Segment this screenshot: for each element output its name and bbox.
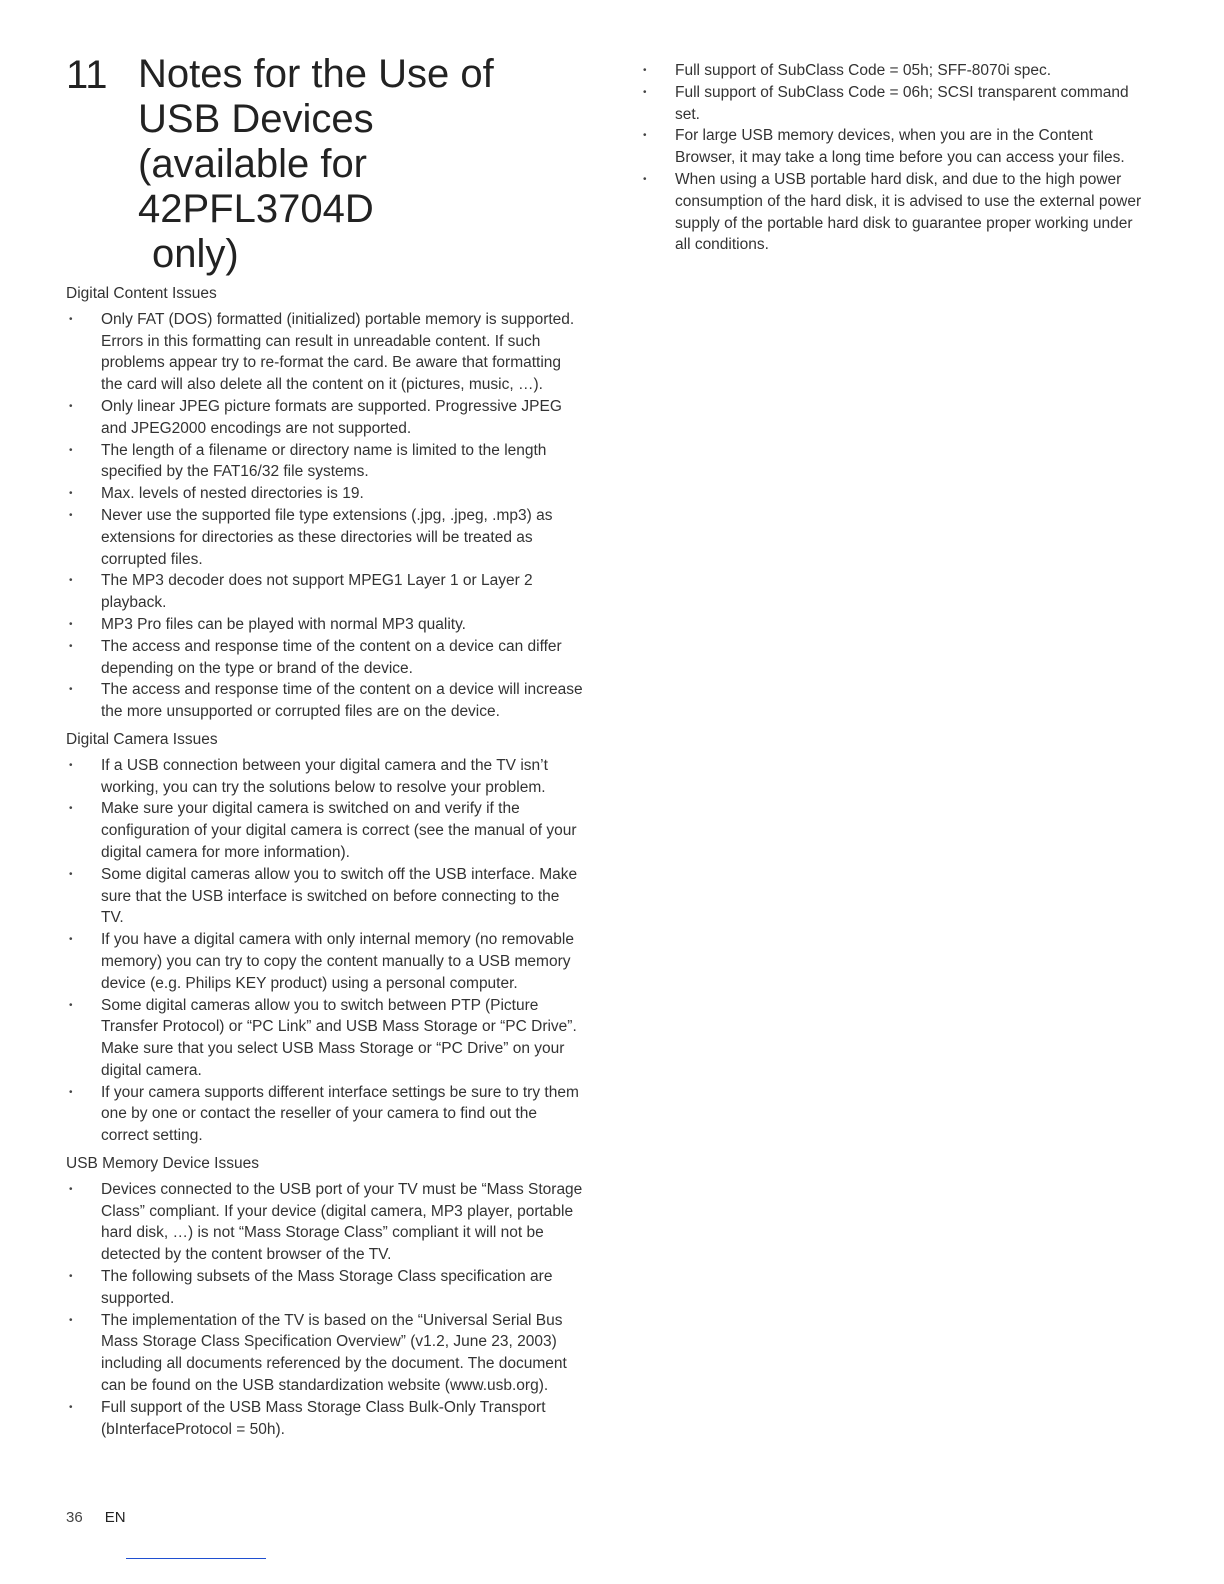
bullet-icon: • xyxy=(69,575,73,587)
bullet-icon: • xyxy=(69,1086,73,1098)
bullet-icon: • xyxy=(69,313,73,325)
list-item-text: For large USB memory devices, when you are in the Content Browser, it may take a long time before you can access your files. xyxy=(675,127,1125,167)
bullet-icon: • xyxy=(69,444,73,456)
list-item xyxy=(66,864,586,929)
list-item-text: Some digital cameras allow you to switch between PTP (Picture Transfer Protocol) or “PC Link” and USB Mass Storage or “PC Drive”. Make sure that you select USB Mass Storage or “PC Drive” on your digital camera. xyxy=(101,996,577,1079)
list-item xyxy=(640,169,1150,256)
list-item-text: If a USB connection between your digital camera and the TV isn’t working, you can try the solutions below to resolve your problem. xyxy=(101,756,548,796)
bullet-icon: • xyxy=(69,400,73,412)
bullet-icon: • xyxy=(69,1271,73,1283)
bullet-icon: • xyxy=(69,618,73,630)
list-item-text: Never use the supported file type extensions (.jpg, .jpeg, .mp3) as extensions for directories as these directories will be treated as corrupted files. xyxy=(101,506,553,568)
page-footer xyxy=(66,1509,126,1526)
list-item xyxy=(66,570,586,614)
list-item-text: Make sure your digital camera is switched on and verify if the configuration of your digital camera is correct (see the manual of your digital camera for more information). xyxy=(101,800,577,861)
bullet-icon: • xyxy=(69,640,73,652)
bullet-icon: • xyxy=(643,130,647,142)
list-item-text: The length of a filename or directory name is limited to the length specified by the FAT16/32 file systems. xyxy=(101,441,547,481)
bullet-icon: • xyxy=(69,684,73,696)
list-item-text: The following subsets of the Mass Storage Class specification are supported. xyxy=(101,1268,553,1307)
bullet-icon: • xyxy=(69,1183,73,1195)
bullet-icon: • xyxy=(69,1314,73,1326)
list-item xyxy=(66,1179,586,1266)
chapter-title-line: Notes for the Use of xyxy=(138,52,494,96)
bullet-icon: • xyxy=(69,868,73,880)
list-item-text: Only FAT (DOS) formatted (initialized) portable memory is supported. Errors in this formatting can result in unreadable content. If such problems appear try to re-format the card. Be aware that formatting the card will also delete all the content on it (pictures, music, …). xyxy=(101,310,575,394)
list-item-text: MP3 Pro files can be played with normal MP3 quality. xyxy=(101,615,466,633)
chapter-number: 11 xyxy=(66,53,108,97)
language-code: EN xyxy=(104,1509,126,1526)
list-item-text: The implementation of the TV is based on the “Universal Serial Bus Mass Storage Class Specification Overview” (v1.2, June 23, 2003) including all documents referenced by the document. The document can be found on the USB standardization website (www.usb.org). xyxy=(101,1311,567,1395)
chapter-title-line: USB Devices xyxy=(138,97,374,141)
section-title-digital-camera: Digital Camera Issues xyxy=(66,730,218,748)
list-item xyxy=(66,636,586,680)
bullet-icon: • xyxy=(69,803,73,815)
chapter-title xyxy=(138,52,586,277)
list-item xyxy=(66,396,586,440)
list-item xyxy=(66,1397,586,1441)
list-item-text: Full support of SubClass Code = 05h; SFF-8070i spec. xyxy=(675,62,1052,79)
chapter-title-line: only) xyxy=(152,232,239,276)
list-item xyxy=(66,505,586,570)
list-item xyxy=(66,614,586,636)
list-item-text: Some digital cameras allow you to switch off the USB interface. Make sure that the USB interface is switched on before connecting to the TV. xyxy=(101,865,578,927)
list-item-text: Devices connected to the USB port of your TV must be “Mass Storage Class” compliant. If your device (digital camera, MP3 player, portable hard disk, …) is not “Mass Storage Class” compliant it will not be detected by the content browser of the TV. xyxy=(101,1180,583,1264)
bullet-icon: • xyxy=(69,759,73,771)
list-item-text: The access and response time of the content on a device will increase the more unsupported or corrupted files are on the device. xyxy=(101,681,583,721)
bullet-icon: • xyxy=(69,488,73,500)
bullet-icon: • xyxy=(643,86,647,98)
list-item xyxy=(66,929,586,994)
bullet-icon: • xyxy=(69,509,73,521)
bullet-icon: • xyxy=(69,999,73,1011)
chapter-title-line: (available for 42PFL3704D xyxy=(138,142,374,231)
footer-divider xyxy=(126,1558,266,1559)
section-title-usb-memory: USB Memory Device Issues xyxy=(66,1155,259,1173)
bullet-icon: • xyxy=(69,934,73,946)
list-item xyxy=(66,440,586,484)
list-item xyxy=(66,1266,586,1310)
list-item xyxy=(66,483,586,505)
page-number: 36 xyxy=(66,1509,83,1526)
list-item-text: The MP3 decoder does not support MPEG1 Layer 1 or Layer 2 playback. xyxy=(101,572,533,612)
list-item xyxy=(66,755,586,799)
list-item xyxy=(640,125,1150,169)
usb-memory-list xyxy=(66,1179,586,1441)
list-item-text: Max. levels of nested directories is 19. xyxy=(101,485,364,503)
list-item-text: The access and response time of the content on a device can differ depending on the type or brand of the device. xyxy=(101,637,562,677)
subclass-support-list xyxy=(640,60,1150,256)
list-item xyxy=(640,82,1150,126)
left-column xyxy=(66,52,586,1440)
list-item xyxy=(66,995,586,1082)
list-item xyxy=(66,1310,586,1397)
list-item-text: When using a USB portable hard disk, and due to the high power consumption of the hard disk, it is advised to use the external power supply of the portable hard disk to guarantee proper working under all conditions. xyxy=(675,170,1142,254)
list-item-text: Full support of SubClass Code = 06h; SCSI transparent command set. xyxy=(675,83,1129,123)
section-title-digital-content: Digital Content Issues xyxy=(66,285,217,302)
bullet-icon: • xyxy=(643,65,647,76)
digital-content-list xyxy=(66,309,586,723)
list-item xyxy=(640,60,1150,82)
list-item xyxy=(66,309,586,396)
list-item-text: Only linear JPEG picture formats are supported. Progressive JPEG and JPEG2000 encodings are not supported. xyxy=(101,397,562,437)
right-column xyxy=(640,60,1150,256)
list-item xyxy=(66,679,586,723)
digital-camera-list xyxy=(66,755,586,1147)
bullet-icon: • xyxy=(69,1401,73,1413)
list-item-text: If you have a digital camera with only internal memory (no removable memory) you can try to copy the content manually to a USB memory device (e.g. Philips KEY product) using a personal computer. xyxy=(101,931,574,992)
chapter-heading xyxy=(66,52,586,277)
list-item-text: If your camera supports different interface settings be sure to try them one by one or contact the reseller of your camera to find out the correct setting. xyxy=(101,1083,579,1145)
list-item xyxy=(66,1082,586,1147)
list-item xyxy=(66,798,586,863)
bullet-icon: • xyxy=(643,173,647,185)
list-item-text: Full support of the USB Mass Storage Class Bulk-Only Transport (bInterfaceProtocol = 50h). xyxy=(101,1398,546,1438)
